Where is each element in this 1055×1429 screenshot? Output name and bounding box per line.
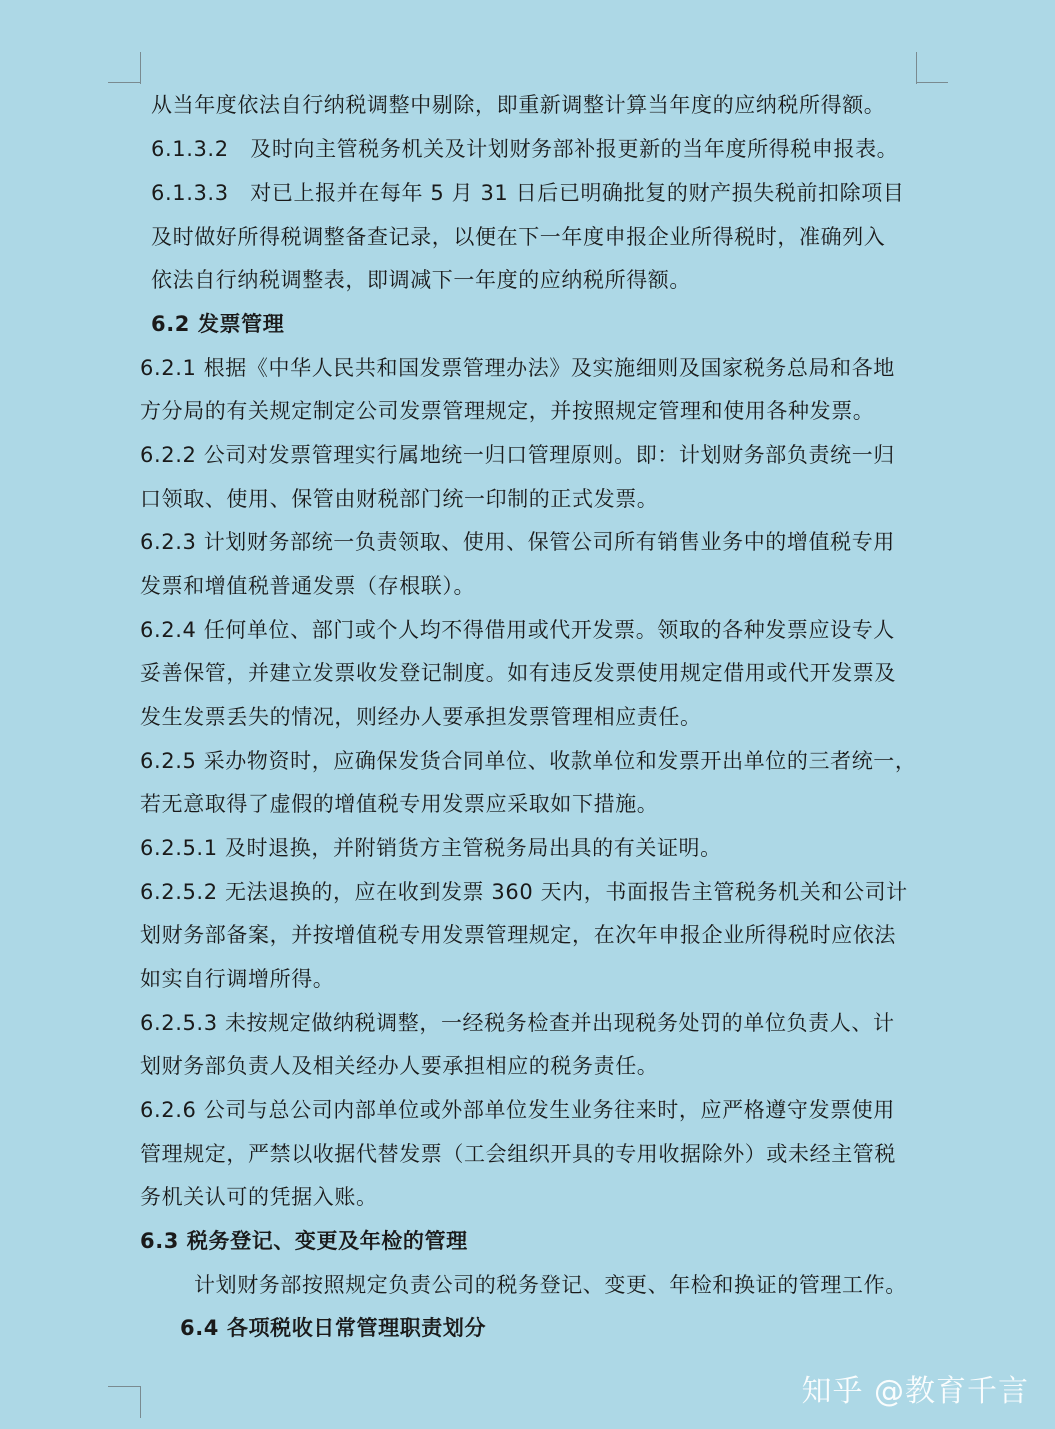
text-line: 如实自行调增所得。 — [140, 967, 335, 991]
text-line: 划财务部负责人及相关经办人要承担相应的税务责任。 — [140, 1054, 659, 1078]
text-line: 6.2.5.2 无法退换的，应在收到发票 360 天内，书面报告主管税务机关和公司计 — [140, 880, 908, 904]
text-line: 及时做好所得税调整备查记录，以便在下一年度申报企业所得税时，准确列入 — [151, 225, 886, 249]
text-line: 管理规定，严禁以收据代替发票（工会组织开具的专用收据除外）或未经主管税 — [140, 1142, 896, 1166]
text-line: 依法自行纳税调整表，即调减下一年度的应纳税所得额。 — [151, 268, 691, 292]
text-line: 方分局的有关规定制定公司发票管理规定，并按照规定管理和使用各种发票。 — [140, 399, 875, 423]
section-heading-6-3: 6.3 税务登记、变更及年检的管理 — [140, 1229, 468, 1253]
text-line: 若无意取得了虚假的增值税专用发票应采取如下措施。 — [140, 792, 659, 816]
text-line: 6.2.5 采办物资时，应确保发货合同单位、收款单位和发票开出单位的三者统一， — [140, 749, 917, 773]
section-heading-6-4: 6.4 各项税收日常管理职责划分 — [180, 1316, 487, 1340]
text-line: 计划财务部按照规定负责公司的税务登记、变更、年检和换证的管理工作。 — [194, 1273, 907, 1297]
text-line: 6.1.3.2 及时向主管税务机关及计划财务部补报更新的当年度所得税申报表。 — [151, 137, 899, 161]
text-line: 6.2.5.1 及时退换，并附销货方主管税务局出具的有关证明。 — [140, 836, 722, 860]
text-line: 务机关认可的凭据入账。 — [140, 1185, 378, 1209]
text-line: 发票和增值税普通发票（存根联）。 — [140, 574, 476, 598]
watermark-text: 知乎 @教育千言 — [801, 1374, 1029, 1409]
text-line: 从当年度依法自行纳税调整中剔除，即重新调整计算当年度的应纳税所得额。 — [151, 93, 886, 117]
section-heading-6-2: 6.2 发票管理 — [151, 312, 285, 336]
text-line: 6.2.3 计划财务部统一负责领取、使用、保管公司所有销售业务中的增值税专用 — [140, 530, 895, 554]
text-line: 6.2.4 任何单位、部门或个人均不得借用或代开发票。领取的各种发票应设专人 — [140, 618, 895, 642]
text-line: 口领取、使用、保管由财税部门统一印制的正式发票。 — [140, 487, 659, 511]
text-line: 发生发票丢失的情况，则经办人要承担发票管理相应责任。 — [140, 705, 702, 729]
text-line: 划财务部备案，并按增值税专用发票管理规定，在次年申报企业所得税时应依法 — [140, 923, 896, 947]
text-line: 6.2.1 根据《中华人民共和国发票管理办法》及实施细则及国家税务总局和各地 — [140, 356, 895, 380]
text-line: 妥善保管，并建立发票收发登记制度。如有违反发票使用规定借用或代开发票及 — [140, 661, 896, 685]
text-line: 6.2.6 公司与总公司内部单位或外部单位发生业务往来时，应严格遵守发票使用 — [140, 1098, 895, 1122]
text-line: 6.2.5.3 未按规定做纳税调整，一经税务检查并出现税务处罚的单位负责人、计 — [140, 1011, 895, 1035]
text-line: 6.1.3.3 对已上报并在每年 5 月 31 日后已明确批复的财产损失税前扣除项目 — [151, 181, 905, 205]
text-line: 6.2.2 公司对发票管理实行属地统一归口管理原则。即：计划财务部负责统一归 — [140, 443, 895, 467]
